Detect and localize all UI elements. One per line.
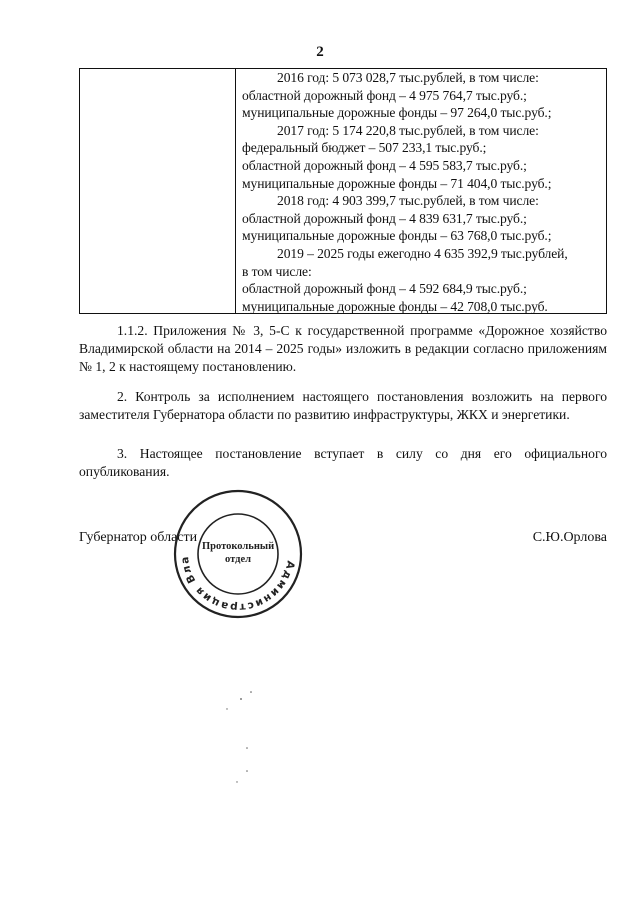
- funding-line: областной дорожный фонд – 4 975 764,7 тыс.руб.;: [242, 87, 527, 103]
- funding-line: федеральный бюджет – 507 233,1 тыс.руб.;: [242, 140, 487, 156]
- stamp-center-line-2: отдел: [225, 554, 251, 565]
- page-number: 2: [316, 44, 324, 60]
- funding-line: 2018 год: 4 903 399,7 тыс.рублей, в том числе:: [277, 193, 539, 209]
- funding-line: областной дорожный фонд – 4 839 631,7 тыс.руб.;: [242, 210, 527, 226]
- funding-line: областной дорожный фонд – 4 592 684,9 тыс.руб.;: [242, 281, 527, 297]
- stamp-center-line-1: Протокольный: [202, 541, 275, 552]
- funding-line: в том числе:: [242, 263, 312, 279]
- funding-line: областной дорожный фонд – 4 595 583,7 тыс.руб.;: [242, 157, 527, 173]
- funding-line: муниципальные дорожные фонды – 71 404,0 тыс.руб.;: [242, 175, 552, 191]
- funding-line: 2016 год: 5 073 028,7 тыс.рублей, в том числе:: [277, 70, 539, 85]
- paragraph-1-1-2: 1.1.2. Приложения № 3, 5-С к государственной программе «Дорожное хозяйство Владимирской области на 2014 – 2025 годы» изложить в редакции согласно приложениям № 1, 2 к настоящему постановлению.: [79, 323, 607, 374]
- funding-line: муниципальные дорожные фонды – 42 708,0 тыс.руб.: [242, 298, 548, 314]
- stamp-ring-text: Администрация Вла: [178, 554, 297, 614]
- paragraph-2: 2. Контроль за исполнением настоящего постановления возложить на первого заместителя Губернатора области по развитию инфраструктуры, ЖКХ и энергетики.: [79, 389, 607, 422]
- funding-line: 2019 – 2025 годы ежегодно 4 635 392,9 тыс.рублей,: [277, 245, 568, 261]
- funding-line: муниципальные дорожные фонды – 97 264,0 тыс.руб.;: [242, 105, 552, 121]
- funding-line: муниципальные дорожные фонды – 63 768,0 тыс.руб.;: [242, 228, 552, 244]
- funding-line: 2017 год: 5 174 220,8 тыс.рублей, в том числе:: [277, 122, 539, 138]
- signature-name: С.Ю.Орлова: [532, 530, 607, 545]
- signature-title: Губернатор области: [79, 530, 198, 545]
- paragraph-3: 3. Настоящее постановление вступает в силу со дня его официального опубликования.: [79, 446, 607, 479]
